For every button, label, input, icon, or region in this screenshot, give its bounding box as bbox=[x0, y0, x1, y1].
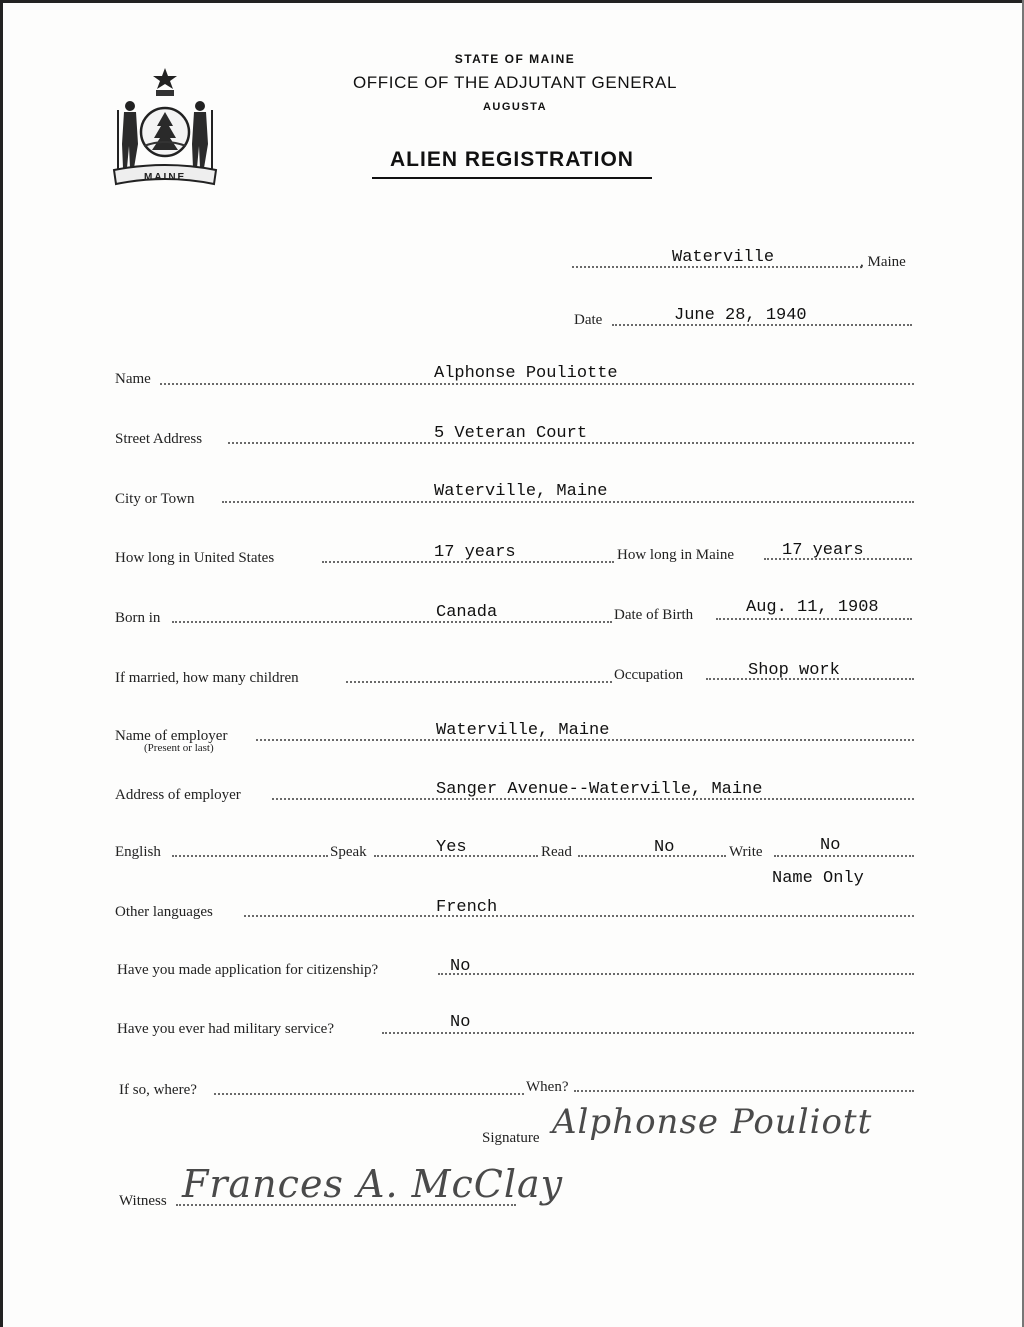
write-note-value: Name Only bbox=[772, 869, 864, 888]
other-languages-label: Other languages bbox=[115, 904, 213, 920]
children-label: If married, how many children bbox=[115, 670, 299, 686]
employer-name-sublabel: (Present or last) bbox=[144, 742, 214, 754]
title-underline bbox=[372, 177, 652, 179]
signature-label: Signature bbox=[482, 1130, 540, 1146]
date-value: June 28, 1940 bbox=[674, 306, 807, 325]
employer-address-label: Address of employer bbox=[115, 787, 241, 803]
name-label: Name bbox=[115, 371, 151, 387]
employer-address-value: Sanger Avenue--Waterville, Maine bbox=[436, 780, 763, 799]
city-heading: AUGUSTA bbox=[482, 101, 548, 113]
city-town-label: City or Town bbox=[115, 491, 195, 507]
how-long-maine-value: 17 years bbox=[782, 541, 864, 560]
employer-name-label: Name of employer bbox=[115, 728, 228, 744]
employer-name-value: Waterville, Maine bbox=[436, 721, 610, 740]
occupation-label: Occupation bbox=[614, 667, 684, 683]
children-line bbox=[346, 681, 612, 683]
citizenship-label: Have you made application for citizenship? bbox=[117, 962, 379, 978]
read-line bbox=[578, 855, 726, 857]
english-label: English bbox=[115, 844, 161, 860]
city-town-value: Waterville, Maine bbox=[434, 482, 608, 501]
speak-value: Yes bbox=[436, 838, 467, 857]
read-value: No bbox=[654, 838, 675, 857]
date-of-birth-line bbox=[716, 618, 912, 620]
born-in-line bbox=[172, 621, 612, 623]
scan-border-top bbox=[0, 0, 1024, 3]
occupation-value: Shop work bbox=[748, 661, 840, 680]
name-value: Alphonse Pouliotte bbox=[434, 364, 618, 383]
date-label: Date bbox=[574, 312, 603, 328]
how-long-us-value: 17 years bbox=[434, 543, 516, 562]
street-address-value: 5 Veteran Court bbox=[434, 424, 588, 443]
military-value: No bbox=[450, 1013, 471, 1032]
state-heading: STATE OF MAINE bbox=[454, 52, 576, 66]
place-value: Waterville bbox=[672, 248, 775, 267]
where-label: If so, where? bbox=[119, 1082, 197, 1098]
where-line bbox=[214, 1093, 524, 1095]
other-languages-line bbox=[244, 915, 914, 917]
date-of-birth-label: Date of Birth bbox=[614, 607, 694, 623]
other-languages-value: French bbox=[436, 898, 498, 917]
witness-label: Witness bbox=[119, 1193, 167, 1209]
how-long-us-label: How long in United States bbox=[115, 550, 275, 566]
born-in-label: Born in bbox=[115, 610, 161, 626]
witness-signature: Frances A. McClay bbox=[182, 1162, 564, 1206]
citizenship-line bbox=[438, 973, 914, 975]
scan-border-left bbox=[0, 0, 3, 1327]
when-line bbox=[574, 1090, 914, 1092]
write-value: No bbox=[820, 836, 841, 855]
applicant-signature: Alphonse Pouliott bbox=[552, 1102, 873, 1142]
write-line bbox=[774, 855, 914, 857]
street-address-label: Street Address bbox=[115, 431, 203, 447]
military-label: Have you ever had military service? bbox=[117, 1021, 334, 1037]
seal-scroll-text: MAINE bbox=[144, 172, 187, 183]
english-line bbox=[172, 855, 328, 857]
form-title: ALIEN REGISTRATION bbox=[390, 148, 634, 171]
date-of-birth-value: Aug. 11, 1908 bbox=[746, 598, 879, 617]
born-in-value: Canada bbox=[436, 603, 498, 622]
place-suffix-label: , Maine bbox=[860, 254, 906, 270]
write-label: Write bbox=[729, 844, 763, 860]
speak-label: Speak bbox=[330, 844, 367, 860]
read-label: Read bbox=[541, 844, 572, 860]
office-heading: OFFICE OF THE ADJUTANT GENERAL bbox=[352, 73, 678, 92]
how-long-maine-label: How long in Maine bbox=[617, 547, 735, 563]
citizenship-value: No bbox=[450, 957, 471, 976]
when-label: When? bbox=[526, 1079, 569, 1095]
